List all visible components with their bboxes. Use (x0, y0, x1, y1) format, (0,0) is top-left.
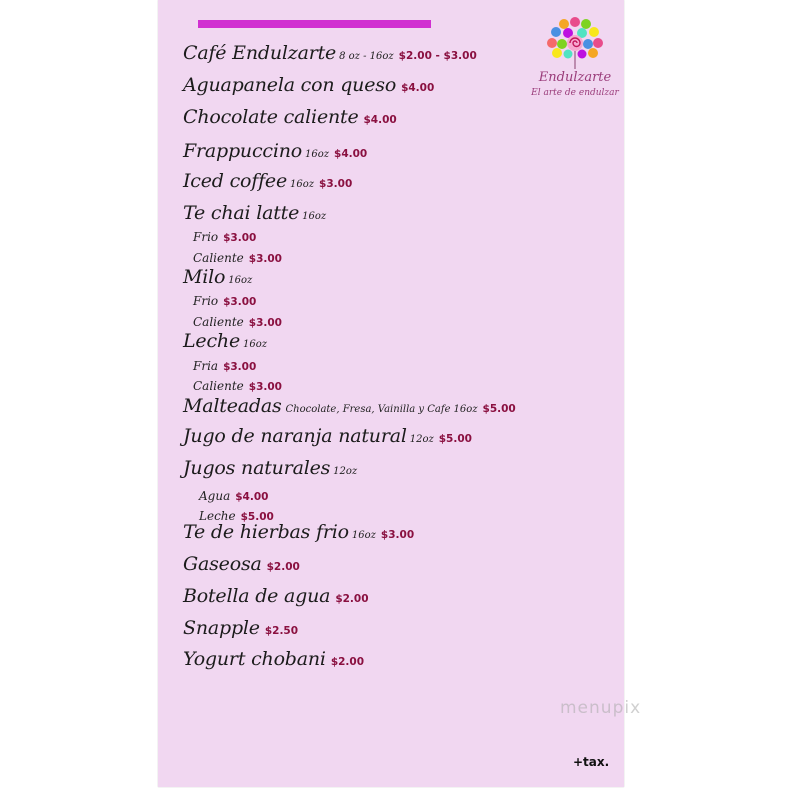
item-option (193, 375, 282, 394)
item-price: $2.50 (264, 625, 299, 637)
item-name: Gaseosa (183, 553, 262, 575)
option-price: $5.00 (240, 511, 274, 523)
item-size: 16oz (453, 404, 478, 415)
menu-item (183, 395, 516, 417)
menu-item (183, 202, 326, 224)
item-price: $4.00 (363, 114, 397, 126)
accent-bar (198, 20, 431, 28)
item-price: $2.00 - $3.00 (398, 50, 477, 62)
option-name: Caliente (193, 379, 244, 393)
item-price: $3.00 (319, 178, 353, 190)
item-option (199, 485, 268, 504)
option-name: Caliente (193, 315, 244, 329)
item-price: $2.00 (335, 593, 369, 605)
item-name: Café Endulzarte (183, 42, 337, 64)
item-price: $5.00 (438, 433, 472, 445)
menu-item (183, 457, 357, 479)
item-size: 12oz (333, 466, 358, 477)
option-name: Leche (199, 509, 236, 523)
item-size: 16oz (242, 339, 267, 350)
item-size: 8 oz - 16oz (339, 51, 394, 62)
menu-item (183, 106, 397, 128)
item-option (193, 226, 256, 245)
item-price: $4.00 (334, 148, 368, 160)
item-size: 16oz (305, 149, 330, 160)
option-price: $3.00 (248, 253, 282, 265)
item-price: $5.00 (482, 403, 516, 415)
watermark: menupix (560, 698, 642, 718)
menu-item (183, 617, 298, 639)
item-name: Frappuccino (183, 140, 302, 162)
menu-item (183, 42, 477, 64)
menu-item (183, 74, 434, 96)
option-price: $3.00 (248, 317, 282, 329)
item-name: Malteadas (183, 395, 282, 417)
option-price: $4.00 (235, 491, 269, 503)
item-size: 16oz (302, 211, 327, 222)
item-name: Chocolate caliente (183, 106, 359, 128)
option-price: $3.00 (223, 361, 257, 373)
option-name: Frio (193, 294, 219, 308)
item-size: 12oz (409, 434, 434, 445)
item-name: Te chai latte (183, 202, 300, 224)
item-description: Chocolate, Fresa, Vainilla y Cafe (285, 404, 451, 415)
item-name: Aguapanela con queso (183, 74, 397, 96)
item-size: 16oz (351, 530, 376, 541)
item-name: Te de hierbas frio (183, 521, 349, 543)
menu-item (183, 330, 267, 352)
item-name: Yogurt chobani (183, 648, 326, 670)
item-name: Milo (183, 266, 226, 288)
item-size: 16oz (290, 179, 315, 190)
item-name: Jugos naturales (183, 457, 331, 479)
menu-item (183, 585, 369, 607)
menu-item (183, 553, 300, 575)
item-option (193, 290, 256, 309)
brand-tagline: El arte de endulzar (531, 88, 619, 98)
menu-item (183, 170, 352, 192)
item-price: $3.00 (380, 529, 415, 541)
option-name: Fria (193, 359, 219, 373)
menu-item (183, 521, 414, 543)
brand-name: Endulzarte (538, 70, 612, 85)
item-name: Snapple (183, 617, 260, 639)
item-option (193, 247, 282, 266)
item-price: $2.00 (330, 656, 365, 668)
item-size: 16oz (228, 275, 253, 286)
menu-item (183, 140, 367, 162)
menu-item (183, 266, 252, 288)
option-name: Caliente (193, 251, 244, 265)
item-name: Botella de agua (183, 585, 331, 607)
candy-tree-icon (542, 14, 608, 70)
option-price: $3.00 (248, 381, 282, 393)
option-name: Agua (199, 489, 231, 503)
item-name: Jugo de naranja natural (183, 425, 407, 447)
item-option (193, 311, 282, 330)
item-name: Leche (183, 330, 240, 352)
item-option (193, 355, 256, 374)
item-price: $4.00 (401, 82, 435, 94)
item-name: Iced coffee (183, 170, 288, 192)
menu-item (183, 648, 364, 670)
option-price: $3.00 (223, 232, 257, 244)
brand-logo (530, 14, 620, 104)
option-price: $3.00 (223, 296, 257, 308)
menu-item (183, 425, 472, 447)
tax-note: +tax. (573, 755, 610, 769)
option-name: Frio (193, 230, 219, 244)
item-price: $2.00 (266, 561, 300, 573)
